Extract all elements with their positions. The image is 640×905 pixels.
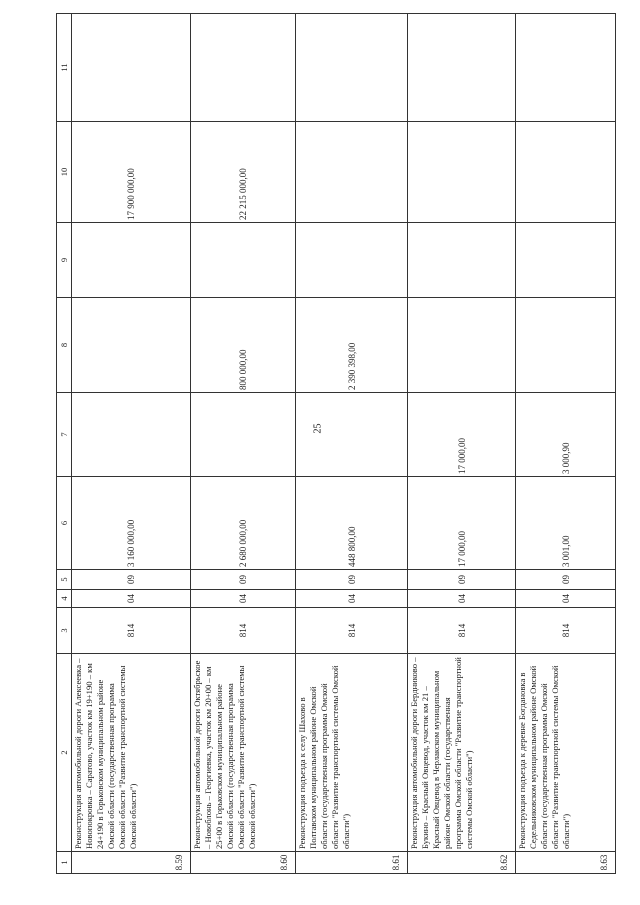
code-cell: 814 xyxy=(408,608,516,654)
code-cell: 814 xyxy=(296,608,408,654)
amount-cell: 3 001,00 xyxy=(516,477,616,570)
table-row xyxy=(296,14,408,874)
amount-cell xyxy=(408,122,516,223)
amount-cell xyxy=(516,122,616,223)
amount-cell: 800 000,00 xyxy=(191,298,296,393)
amount-cell xyxy=(72,298,191,393)
subsection-cell: 09 xyxy=(191,570,296,590)
amount-cell: 17 000,00 xyxy=(408,393,516,477)
header-cell: 8 xyxy=(57,298,72,393)
code-cell: 814 xyxy=(516,608,616,654)
rotated-table-wrapper xyxy=(56,14,614,874)
amount-cell: 17 900 000,00 xyxy=(72,122,191,223)
amount-cell: 448 800,00 xyxy=(296,477,408,570)
amount-cell xyxy=(296,122,408,223)
code-cell: 814 xyxy=(72,608,191,654)
header-cell: 9 xyxy=(57,223,72,298)
row-description: Реконструкция автомобильной дороги Бердниково – Букино – Красный Овцевод, участок км 21 – Красный Овцевод в Черлакском муниципальном районе Омской области (государственная программа Омской области "Развитие транспортной системы Омской области") xyxy=(408,654,516,852)
row-description: Реконструкция подъезда к деревне Богдановка в Седельниковском муниципальном районе Омской области (государственная программа Омской области "Развитие транспортной системы Омской области") xyxy=(516,654,616,852)
section-cell: 04 xyxy=(191,590,296,608)
header-cell: 3 xyxy=(57,608,72,654)
section-cell: 04 xyxy=(516,590,616,608)
header-cell: 1 xyxy=(57,852,72,874)
amount-cell xyxy=(191,393,296,477)
header-cell: 6 xyxy=(57,477,72,570)
page-number: 25 xyxy=(312,423,324,434)
amount-cell: 3 160 000,00 xyxy=(72,477,191,570)
amount-cell xyxy=(72,223,191,298)
header-cell: 4 xyxy=(57,590,72,608)
amount-cell: 3 000,90 xyxy=(516,393,616,477)
header-cell: 10 xyxy=(57,122,72,223)
row-number: 8.62 xyxy=(408,852,516,874)
subsection-cell: 09 xyxy=(408,570,516,590)
subsection-cell: 09 xyxy=(72,570,191,590)
row-number: 8.60 xyxy=(191,852,296,874)
amount-cell: 17 000,00 xyxy=(408,477,516,570)
budget-table xyxy=(56,13,616,874)
header-cell: 5 xyxy=(57,570,72,590)
amount-cell xyxy=(191,14,296,122)
row-description: Реконструкция подъезда к селу Шахово в Полтавском муниципальном районе Омской области (государственная программа Омской области "Развитие транспортной системы Омской области") xyxy=(296,654,408,852)
table-row xyxy=(72,14,191,874)
section-cell: 04 xyxy=(296,590,408,608)
amount-cell xyxy=(296,14,408,122)
amount-cell xyxy=(72,393,191,477)
row-description: Реконструкция автомобильной дороги Октябрьское – Новоблонь – Георгиевка, участок км 20+00 – км 25+00 в Горьковском муниципальном районе Омской области (государственная программа Омской области "Развитие транспортной системы Омской области") xyxy=(191,654,296,852)
header-cell: 11 xyxy=(57,14,72,122)
amount-cell xyxy=(296,393,408,477)
row-number: 8.61 xyxy=(296,852,408,874)
table-row xyxy=(408,14,516,874)
amount-cell xyxy=(408,14,516,122)
amount-cell xyxy=(516,223,616,298)
row-description: Реконструкция автомобильной дороги Алексеевка – Новопокровка – Саратово, участок км 19+190 – км 24+190 в Горьковском муниципальном районе Омской области (государственная программа Омской области "Развитие транспортной системы Омской области") xyxy=(72,654,191,852)
amount-cell xyxy=(516,298,616,393)
amount-cell: 2 680 000,00 xyxy=(191,477,296,570)
amount-cell xyxy=(516,14,616,122)
subsection-cell: 09 xyxy=(516,570,616,590)
row-number: 8.63 xyxy=(516,852,616,874)
amount-cell xyxy=(296,223,408,298)
code-cell: 814 xyxy=(191,608,296,654)
header-cell: 7 xyxy=(57,393,72,477)
table-row xyxy=(516,14,616,874)
table-header-row xyxy=(57,14,72,874)
row-number: 8.59 xyxy=(72,852,191,874)
amount-cell xyxy=(408,223,516,298)
section-cell: 04 xyxy=(408,590,516,608)
amount-cell: 2 390 398,00 xyxy=(296,298,408,393)
header-cell: 2 xyxy=(57,654,72,852)
amount-cell: 22 215 000,00 xyxy=(191,122,296,223)
subsection-cell: 09 xyxy=(296,570,408,590)
amount-cell xyxy=(191,223,296,298)
section-cell: 04 xyxy=(72,590,191,608)
table-row xyxy=(191,14,296,874)
amount-cell xyxy=(408,298,516,393)
amount-cell xyxy=(72,14,191,122)
